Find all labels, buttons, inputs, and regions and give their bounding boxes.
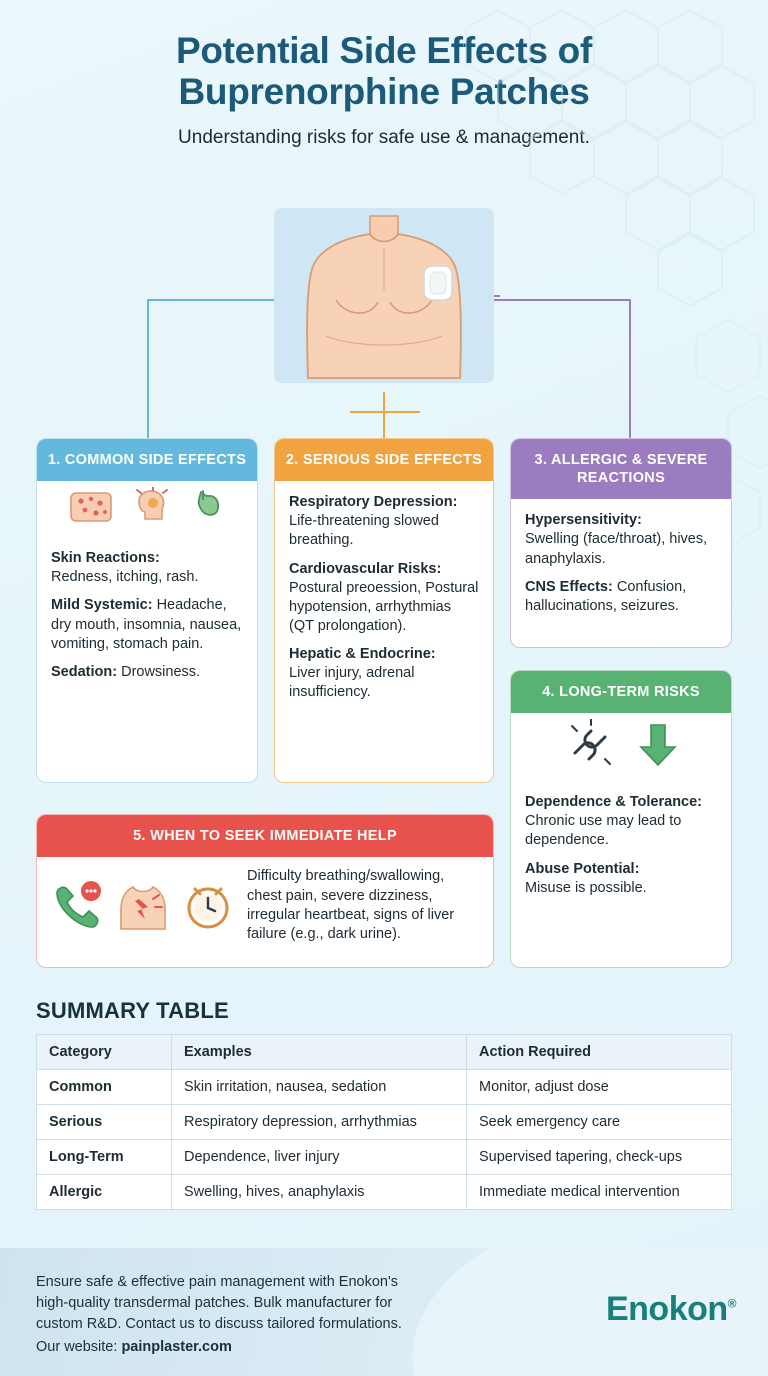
table-row: [37, 1140, 732, 1175]
card5-body: [37, 857, 493, 957]
stomach-icon: [187, 487, 227, 527]
card3-item-0: Hypersensitivity: Swelling (face/throat), hives, anaphylaxis.: [525, 512, 708, 567]
column-header-action: Action Required: [467, 1035, 732, 1070]
card4-item-0: Dependence & Tolerance: Chronic use may lead to dependence.: [525, 794, 703, 849]
table-header-row: [37, 1035, 732, 1070]
footer-line2: high-quality transdermal patches. Bulk manufacturer for: [36, 1295, 393, 1312]
card1-body: [37, 537, 257, 696]
cell-examples: Respiratory depression, arrhythmias: [172, 1105, 467, 1140]
emergency-call-icon: [49, 879, 105, 933]
table-row: [37, 1070, 732, 1105]
card-long-term-risks: [510, 670, 732, 968]
card1-item-1: Mild Systemic: Headache, dry mouth, insomnia, nausea, vomiting, stomach pain.: [51, 597, 242, 652]
card4-item-1: Abuse Potential: Misuse is possible.: [525, 860, 647, 896]
card3-body: [511, 499, 731, 630]
page-title-line2: Buprenorphine Patches: [178, 71, 590, 113]
card1-icon-row: [37, 481, 257, 537]
cell-examples: Skin irritation, nausea, sedation: [172, 1070, 467, 1105]
card5-heading: 5. WHEN TO SEEK IMMEDIATE HELP: [37, 815, 493, 857]
card-allergic-severe-reactions: [510, 438, 732, 648]
footer-website-line: [36, 1337, 506, 1358]
column-header-category: Category: [37, 1035, 172, 1070]
cell-examples: Dependence, liver injury: [172, 1140, 467, 1175]
footer-text: [36, 1272, 506, 1358]
column-header-examples: Examples: [172, 1035, 467, 1070]
cell-action: Monitor, adjust dose: [467, 1070, 732, 1105]
table-row: [37, 1105, 732, 1140]
table-row: [37, 1175, 732, 1210]
card2-body: [275, 481, 493, 716]
footer-website-label: Our website:: [36, 1339, 118, 1356]
page-subtitle: Understanding risks for safe use & management.: [178, 126, 590, 148]
card5-icon-row: [49, 879, 235, 933]
brand-trademark: ®: [727, 1296, 736, 1311]
header: [0, 0, 768, 149]
downward-arrow-icon: [635, 719, 681, 771]
footer: [0, 1248, 768, 1376]
cell-category: Allergic: [37, 1175, 172, 1210]
card2-heading: 2. SERIOUS SIDE EFFECTS: [275, 439, 493, 481]
page-title: [0, 30, 768, 113]
skin-rash-icon: [67, 487, 115, 527]
cell-category: Common: [37, 1070, 172, 1105]
card4-heading: 4. LONG-TERM RISKS: [511, 671, 731, 713]
summary-table-title: SUMMARY TABLE: [36, 998, 229, 1023]
card-common-side-effects: [36, 438, 258, 783]
footer-line3: custom R&D. Contact us to discuss tailored formulations.: [36, 1316, 402, 1333]
brand-logo: [606, 1290, 736, 1329]
chest-pain-icon: [113, 879, 173, 933]
summary-table: [36, 1034, 732, 1210]
card4-body: [511, 781, 731, 912]
cell-examples: Swelling, hives, anaphylaxis: [172, 1175, 467, 1210]
headache-icon: [129, 487, 173, 527]
card4-icon-row: [511, 713, 731, 781]
card2-item-0: Respiratory Depression: Life-threatening slowed breathing.: [289, 494, 458, 549]
card2-item-2: Hepatic & Endocrine: Liver injury, adrenal insufficiency.: [289, 646, 436, 701]
card2-item-1: Cardiovascular Risks: Postural preoession, Postural hypotension, arrhythmias (QT prolongation).: [289, 560, 479, 634]
footer-line1: Ensure safe & effective pain management with Enokon's: [36, 1274, 398, 1290]
cell-category: Long-Term: [37, 1140, 172, 1175]
page-title-line1: Potential Side Effects of: [175, 30, 592, 71]
brand-name: Enokon: [605, 1290, 728, 1328]
card3-heading: 3. ALLERGIC & SEVERE REACTIONS: [511, 439, 731, 499]
cell-action: Supervised tapering, check-ups: [467, 1140, 732, 1175]
card3-item-1: CNS Effects: Confusion, hallucinations, seizures.: [525, 578, 687, 614]
footer-website-link[interactable]: painplaster.com: [121, 1339, 232, 1356]
card1-heading: 1. COMMON SIDE EFFECTS: [37, 439, 257, 481]
card1-item-0: Skin Reactions: Redness, itching, rash.: [51, 550, 199, 586]
card5-text: Difficulty breathing/swallowing, chest pain, severe dizziness, irregular heartbeat, signs of liver failure (e.g., dark urine).: [247, 868, 455, 943]
card-serious-side-effects: [274, 438, 494, 783]
torso-illustration: [274, 208, 494, 383]
cell-action: Seek emergency care: [467, 1105, 732, 1140]
body-with-patch-icon: [274, 208, 494, 383]
cell-category: Serious: [37, 1105, 172, 1140]
broken-chain-icon: [561, 719, 621, 771]
clock-icon: [181, 879, 235, 933]
card1-item-2: Sedation: Drowsiness.: [51, 663, 201, 680]
card-when-to-seek-help: [36, 814, 494, 968]
cell-action: Immediate medical intervention: [467, 1175, 732, 1210]
